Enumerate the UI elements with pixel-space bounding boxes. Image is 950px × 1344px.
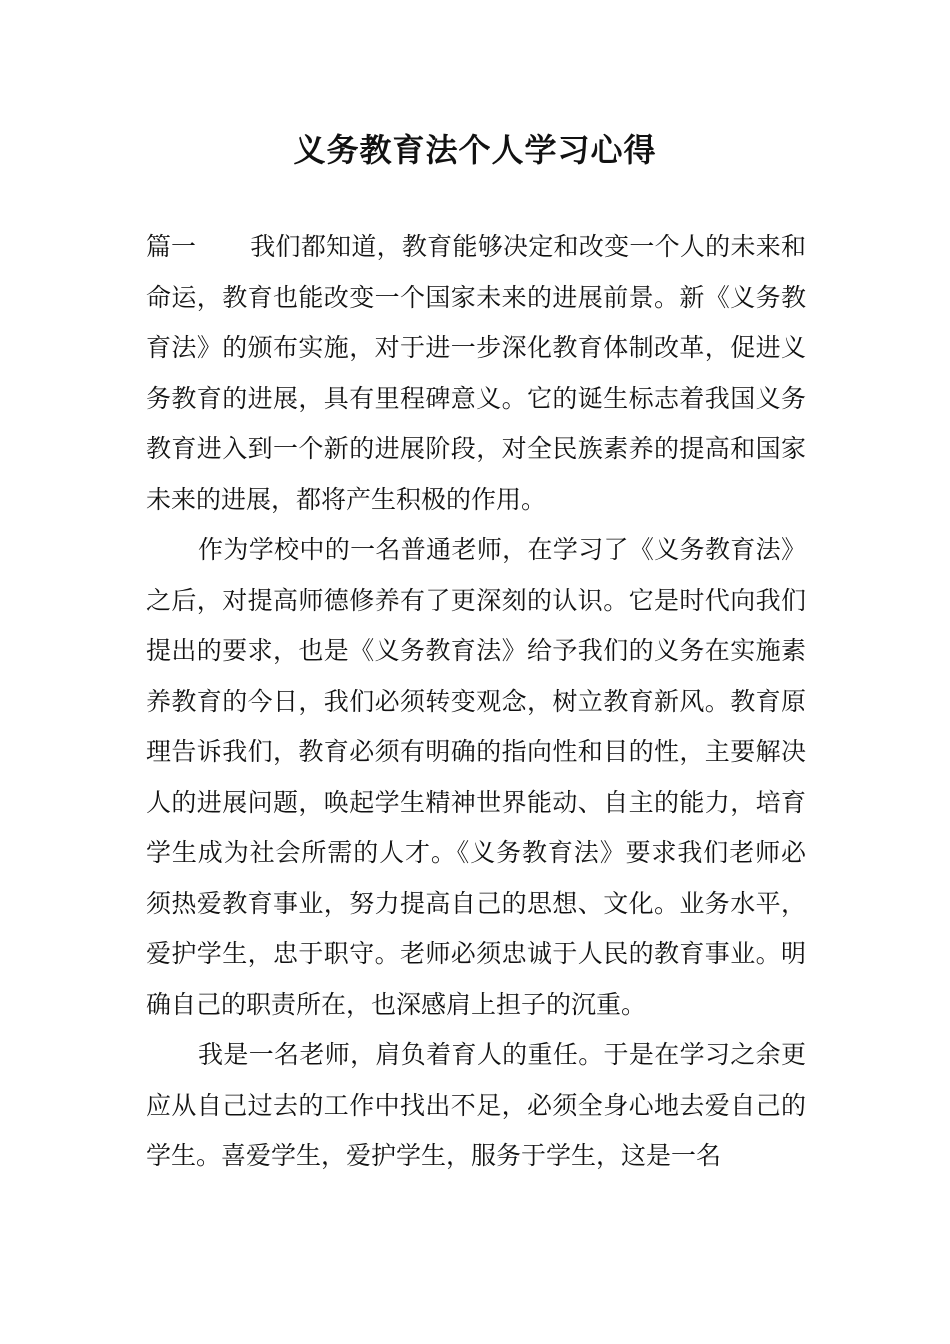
paragraph-3: 我是一名老师，肩负着育人的重任。于是在学习之余更应从自己过去的工作中找出不足，必须全身心地去爱自己的学生。喜爱学生，爱护学生，服务于学生，这是一名: [146, 1040, 806, 1170]
paragraph-1-text: 我们都知道，教育能够决定和改变一个人的未来和命运，教育也能改变一个国家未来的进展前景。新《义务教育法》的颁布实施，对于进一步深化教育体制改革，促进义务教育的进展，具有里程碑意义。它的诞生标志着我国义务教育进入到一个新的进展阶段，对全民族素养的提高和国家未来的进展，都将产生积极的作用。: [146, 232, 806, 514]
paragraph-1: [146, 222, 806, 525]
paragraph-2: 作为学校中的一名普通老师，在学习了《义务教育法》之后，对提高师德修养有了更深刻的认识。它是时代向我们提出的要求，也是《义务教育法》给予我们的义务在实施素养教育的今日，我们必须转变观念，树立教育新风。教育原理告诉我们，教育必须有明确的指向性和目的性，主要解决人的进展问题，唤起学生精神世界能动、自主的能力，培育学生成为社会所需的人才。《义务教育法》要求我们老师必须热爱教育事业，努力提高自己的思想、文化。业务水平，爱护学生，忠于职守。老师必须忠诚于人民的教育事业。明确自己的职责所在，也深感肩上担子的沉重。: [146, 535, 806, 1019]
document-title: 义务教育法个人学习心得: [293, 131, 657, 169]
section-label: 篇一: [146, 232, 197, 261]
document-body: [146, 222, 806, 1182]
